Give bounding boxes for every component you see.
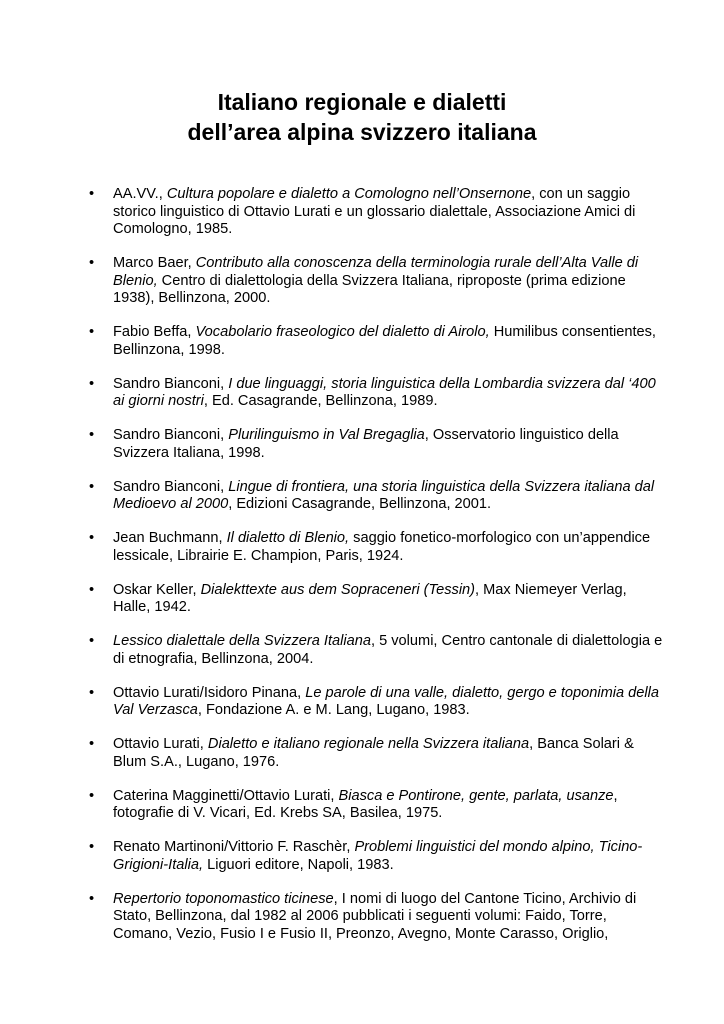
bibliography-entry bbox=[0, 376, 724, 411]
entry-details: , Ed. Casagrande, Bellinzona, 1989. bbox=[203, 393, 438, 409]
document-title bbox=[0, 87, 724, 147]
bibliography-entry bbox=[0, 582, 724, 617]
entry-work-title: Biasca e Pontirone, gente, parlata, usanze bbox=[338, 787, 614, 804]
entry-work-title: Contributo alla conoscenza della terminologia rurale dell’Alta Valle di Blenio, bbox=[113, 255, 639, 289]
bibliography-entry bbox=[0, 479, 724, 514]
entry-details: , Fondazione A. e M. Lang, Lugano, 1983. bbox=[197, 702, 470, 718]
bibliography-entry bbox=[0, 736, 724, 771]
bullet-icon: • bbox=[89, 186, 95, 202]
entry-work-title: Vocabolario fraseologico del dialetto di Airolo, bbox=[195, 324, 490, 340]
bibliography-entry bbox=[0, 891, 724, 944]
bullet-icon: • bbox=[89, 633, 95, 649]
bullet-icon: • bbox=[89, 736, 95, 752]
entry-work-title: Problemi linguistici del mondo alpino, Ticino-Grigioni-Italia, bbox=[113, 839, 643, 873]
entry-details: Liguori editore, Napoli, 1983. bbox=[203, 856, 394, 873]
bullet-icon: • bbox=[89, 375, 95, 392]
bullet-icon: • bbox=[89, 427, 95, 443]
entry-author: Marco Baer, bbox=[113, 255, 196, 271]
entry-work-title: I due linguaggi, storia linguistica della Lombardia svizzera dal ‘400 ai giorni nostri bbox=[113, 375, 656, 409]
entry-work-title: Lessico dialettale della Svizzera Italiana bbox=[113, 633, 371, 649]
entry-author: Ottavio Lurati/Isidoro Pinana, bbox=[113, 684, 306, 701]
bullet-icon: • bbox=[89, 530, 95, 546]
title-line-2: dell’area alpina svizzero italiana bbox=[187, 119, 537, 145]
entry-work-title: Dialetto e italiano regionale nella Svizzera italiana bbox=[207, 736, 530, 752]
bibliography-list bbox=[0, 186, 724, 960]
entry-work-title: Repertorio toponomastico ticinese bbox=[113, 890, 334, 907]
entry-details: , Banca Solari & Blum S.A., Lugano, 1976. bbox=[113, 736, 634, 770]
bibliography-entry bbox=[0, 633, 724, 668]
bullet-icon: • bbox=[89, 324, 95, 340]
bibliography-entry bbox=[0, 186, 724, 239]
entry-work-title: Lingue di frontiera, una storia linguistica della Svizzera italiana dal Medioevo al 2000 bbox=[113, 478, 655, 512]
entry-work-title: Cultura popolare e dialetto a Comologno nell’Onsernone bbox=[166, 186, 532, 202]
entry-details: , 5 volumi, Centro cantonale di dialettologia e di etnografia, Bellinzona, 2004. bbox=[113, 633, 663, 667]
entry-details: , I nomi di luogo del Cantone Ticino, Archivio di Stato, Bellinzona, dal 1982 al 2006 pubblicati i seguenti volumi: Faido, Torre, Comano, Vezio, Fusio I e Fusio II, Preonzo, Avegno, Monte Carasso, Origlio, bbox=[113, 890, 637, 942]
entry-details: , Osservatorio linguistico della Svizzera Italiana, 1998. bbox=[113, 427, 619, 461]
entry-author: Ottavio Lurati, bbox=[113, 736, 208, 752]
entry-author: Sandro Bianconi, bbox=[113, 427, 229, 443]
entry-work-title: Plurilinguismo in Val Bregaglia bbox=[228, 427, 425, 443]
entry-author: AA.VV., bbox=[113, 186, 167, 202]
entry-details: saggio fonetico-morfologico con un’appendice lessicale, Librairie E. Champion, Paris, 1924. bbox=[113, 530, 651, 564]
bullet-icon: • bbox=[89, 684, 95, 701]
entry-author: Renato Martinoni/Vittorio F. Raschèr, bbox=[113, 839, 355, 855]
entry-author: Sandro Bianconi, bbox=[113, 478, 229, 495]
bibliography-entry bbox=[0, 427, 724, 462]
bullet-icon: • bbox=[89, 787, 95, 804]
entry-author: Caterina Magginetti/Ottavio Lurati, bbox=[113, 787, 339, 804]
entry-work-title: Il dialetto di Blenio, bbox=[226, 530, 350, 546]
bullet-icon: • bbox=[89, 581, 95, 598]
bibliography-entry bbox=[0, 685, 724, 720]
entry-author: Jean Buchmann, bbox=[113, 530, 227, 546]
entry-work-title: Dialekttexte aus dem Sopraceneri (Tessin) bbox=[200, 581, 476, 598]
bullet-icon: • bbox=[89, 478, 95, 495]
bullet-icon: • bbox=[89, 839, 95, 855]
bibliography-entry bbox=[0, 839, 724, 874]
entry-details: Humilibus consentientes, Bellinzona, 1998. bbox=[113, 324, 656, 358]
entry-details: Centro di dialettologia della Svizzera Italiana, riproposte (prima edizione 1938), Bellinzona, 2000. bbox=[113, 272, 626, 306]
entry-author: Fabio Beffa, bbox=[113, 324, 196, 340]
bibliography-entry bbox=[0, 530, 724, 565]
bibliography-entry bbox=[0, 788, 724, 823]
bibliography-entry bbox=[0, 324, 724, 359]
entry-details: , Max Niemeyer Verlag, Halle, 1942. bbox=[113, 581, 627, 615]
bullet-icon: • bbox=[89, 890, 95, 907]
entry-details: , fotografie di V. Vicari, Ed. Krebs SA, Basilea, 1975. bbox=[113, 787, 618, 821]
entry-author: Sandro Bianconi, bbox=[113, 375, 229, 392]
entry-work-title: Le parole di una valle, dialetto, gergo e toponimia della Val Verzasca bbox=[113, 684, 660, 718]
entry-author: Oskar Keller, bbox=[113, 581, 201, 598]
entry-details: , Edizioni Casagrande, Bellinzona, 2001. bbox=[228, 496, 492, 512]
entry-details: , con un saggio storico linguistico di Ottavio Lurati e un glossario dialettale, Associazione Amici di Comologno, 1985. bbox=[113, 186, 636, 237]
bibliography-entry bbox=[0, 255, 724, 308]
bullet-icon: • bbox=[89, 255, 95, 271]
title-line-1: Italiano regionale e dialetti bbox=[217, 89, 507, 115]
